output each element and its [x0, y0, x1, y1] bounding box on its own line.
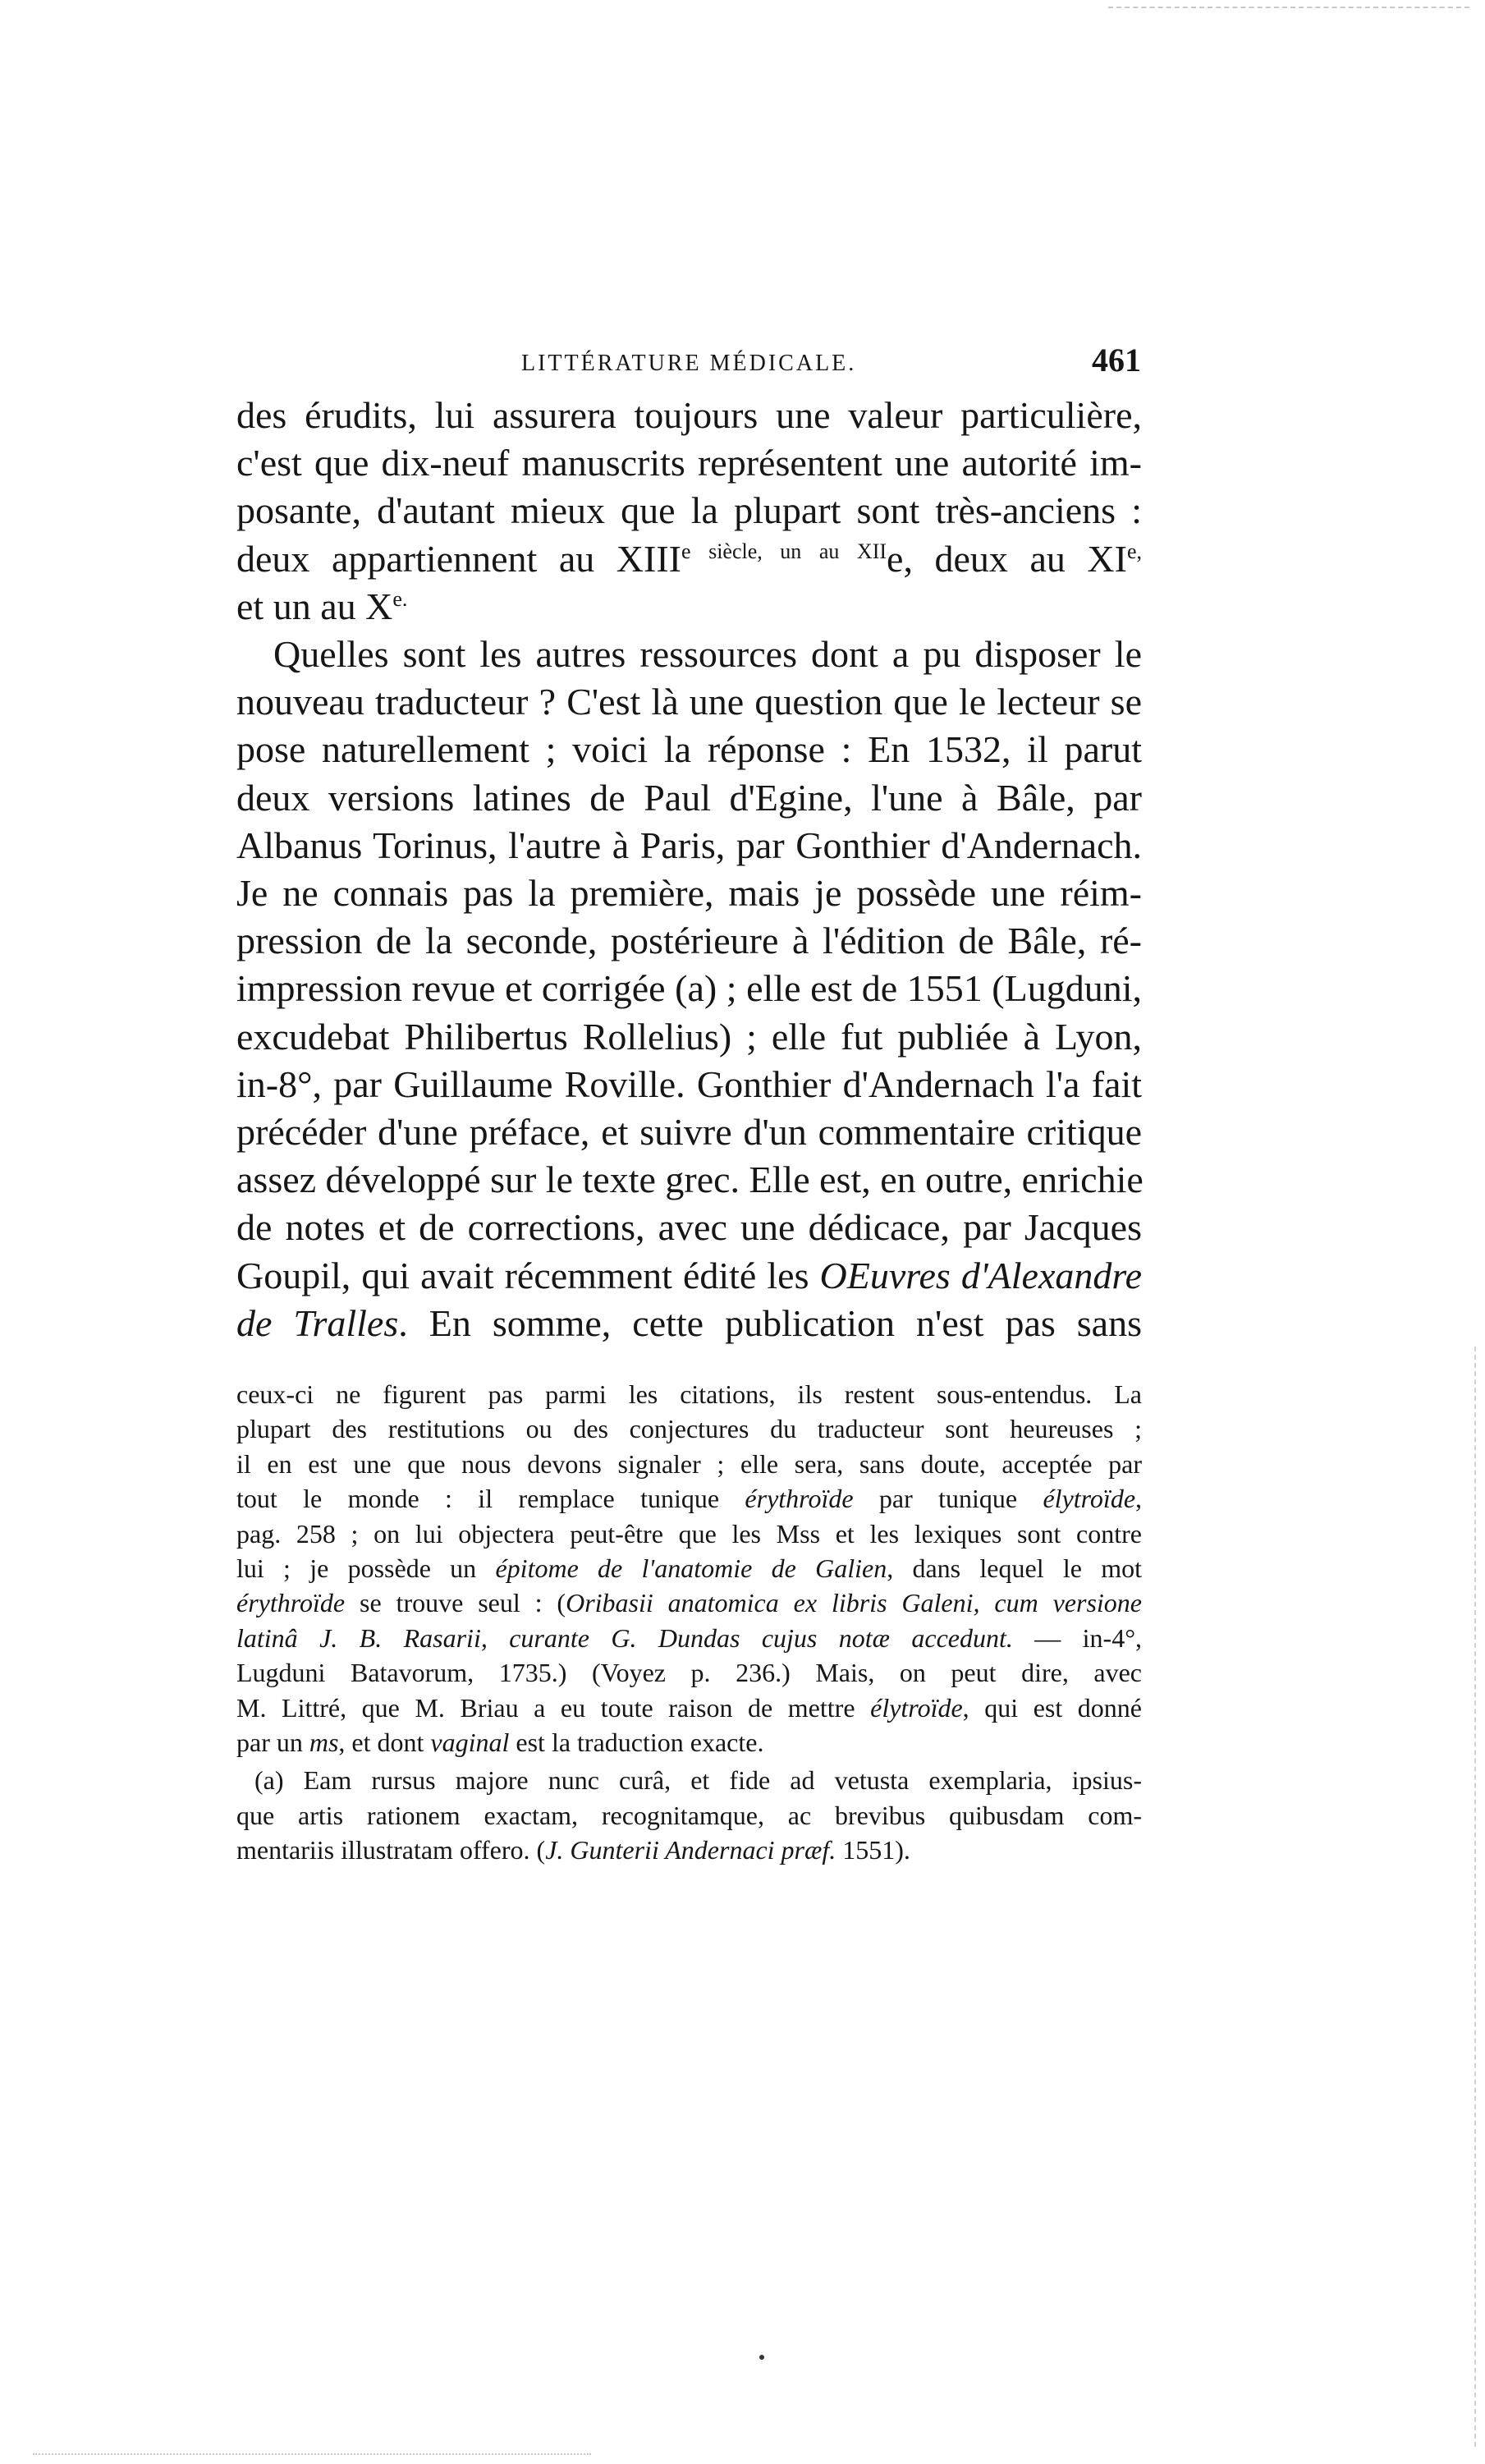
text-line: de Tralles. En somme, cette publication n'est pas sans	[236, 1301, 1143, 1344]
scan-edge-right	[1474, 1347, 1476, 2447]
footnote-line: Lugduni Batavorum, 1735.) (Voyez p. 236.) Mais, on peut dire, avec	[236, 1658, 1142, 1688]
footnotes	[236, 1377, 1142, 1868]
scan-edge-top	[1108, 7, 1469, 8]
scan-edge-bottom	[33, 2453, 591, 2455]
text-line: Quelles sont les autres ressources dont a pu disposer le	[273, 633, 1142, 676]
italic-title: OEuvres d'Alexandre	[819, 1254, 1142, 1296]
footnote-line: il en est une que nous devons signaler ; elle sera, sans doute, acceptée par	[236, 1448, 1142, 1479]
footnote-line: ceux-ci ne figurent pas parmi les citations, ils restent sous-entendus. La	[236, 1379, 1142, 1409]
running-header	[238, 341, 1141, 390]
footnote-a	[236, 1763, 1142, 1867]
footnote-line: que artis rationem exactam, recognitamque, ac brevibus quibusdam com-	[236, 1800, 1142, 1830]
text-line: c'est que dix-neuf manuscrits représentent une autorité im-	[236, 442, 1142, 484]
text-line: des érudits, lui assurera toujours une valeur particulière,	[236, 394, 1142, 436]
text-line: et un au $X^{e.}$	[236, 585, 408, 627]
footnote-continued	[236, 1377, 1142, 1760]
running-title: LITTÉRATURE MÉDICALE.	[521, 351, 857, 376]
paragraph	[236, 392, 1142, 631]
text-line: précéder d'une préface, et suivre d'un commentaire critique	[236, 1111, 1142, 1154]
footnote-line: érythroïde se trouve seul : (Oribasii anatomica ex libris Galeni, cum versione	[236, 1588, 1143, 1618]
footnote-line: lui ; je possède un épitome de l'anatomie de Galien, dans lequel le mot	[236, 1553, 1143, 1584]
footnote-line: M. Littré, que M. Briau a eu toute raison de mettre élytroïde, qui est donné	[236, 1692, 1143, 1723]
text-line: assez développé sur le texte grec. Elle est, en outre, enrichie	[236, 1159, 1144, 1201]
text-line: pose naturellement ; voici la réponse : En 1532, il parut	[236, 728, 1142, 771]
italic-title: de Tralles	[236, 1301, 399, 1344]
text-line: excudebat Philibertus Rollelius) ; elle fut publiée à Lyon,	[236, 1015, 1142, 1058]
footnote-line: latinâ J. B. Rasarii, curante G. Dundas cujus notæ accedunt. — in-4°,	[236, 1622, 1142, 1653]
footnote-line: pag. 258 ; on lui objectera peut-être que les Mss et les lexiques sont contre	[236, 1518, 1142, 1549]
text-line: Je ne connais pas la première, mais je possède une réim-	[236, 872, 1142, 915]
text-line: de notes et de corrections, avec une dédicace, par Jacques	[236, 1206, 1142, 1249]
text-line: deux versions latines de Paul d'Egine, l'une à Bâle, par	[236, 776, 1142, 819]
text-line: impression revue et corrigée (a) ; elle est de 1551 (Lugduni,	[236, 967, 1142, 1010]
footnote-line: tout le monde : il remplace tunique érythroïde par tunique élytroïde,	[236, 1484, 1143, 1514]
text-line: Albanus Torinus, l'autre à Paris, par Gonthier d'Andernach.	[236, 824, 1142, 866]
text-line: posante, d'autant mieux que la plupart sont très-anciens :	[236, 489, 1142, 532]
text-line: deux appartiennent au $XIII^{e siècle, un au XII}e$, deux au $XI^{e,}$	[236, 537, 1143, 580]
main-text	[236, 392, 1142, 1347]
text-line: in-8°, par Guillaume Roville. Gonthier d'Andernach l'a fait	[236, 1062, 1142, 1105]
page-number: 461	[1092, 342, 1141, 379]
ink-dot	[759, 2355, 764, 2360]
footnote-line: plupart des restitutions ou des conjectures du traducteur sont heureuses ;	[236, 1414, 1142, 1444]
text-line: nouveau traducteur ? C'est là une question que le lecteur se	[236, 681, 1142, 723]
footnote-line: par un ms, et dont vaginal est la traduction exacte.	[236, 1728, 764, 1758]
paragraph	[236, 631, 1142, 1347]
text-line: Goupil, qui avait récemment édité les OEuvres d'Alexandre	[236, 1254, 1142, 1296]
text-line: pression de la seconde, postérieure à l'édition de Bâle, ré-	[236, 920, 1142, 962]
footnote-line: mentariis illustratam offero. (J. Gunterii Andernaci præf. 1551).	[236, 1835, 910, 1865]
footnote-line: (a) Eam rursus majore nunc curâ, et fide ad vetusta exemplaria, ipsius-	[254, 1765, 1142, 1796]
